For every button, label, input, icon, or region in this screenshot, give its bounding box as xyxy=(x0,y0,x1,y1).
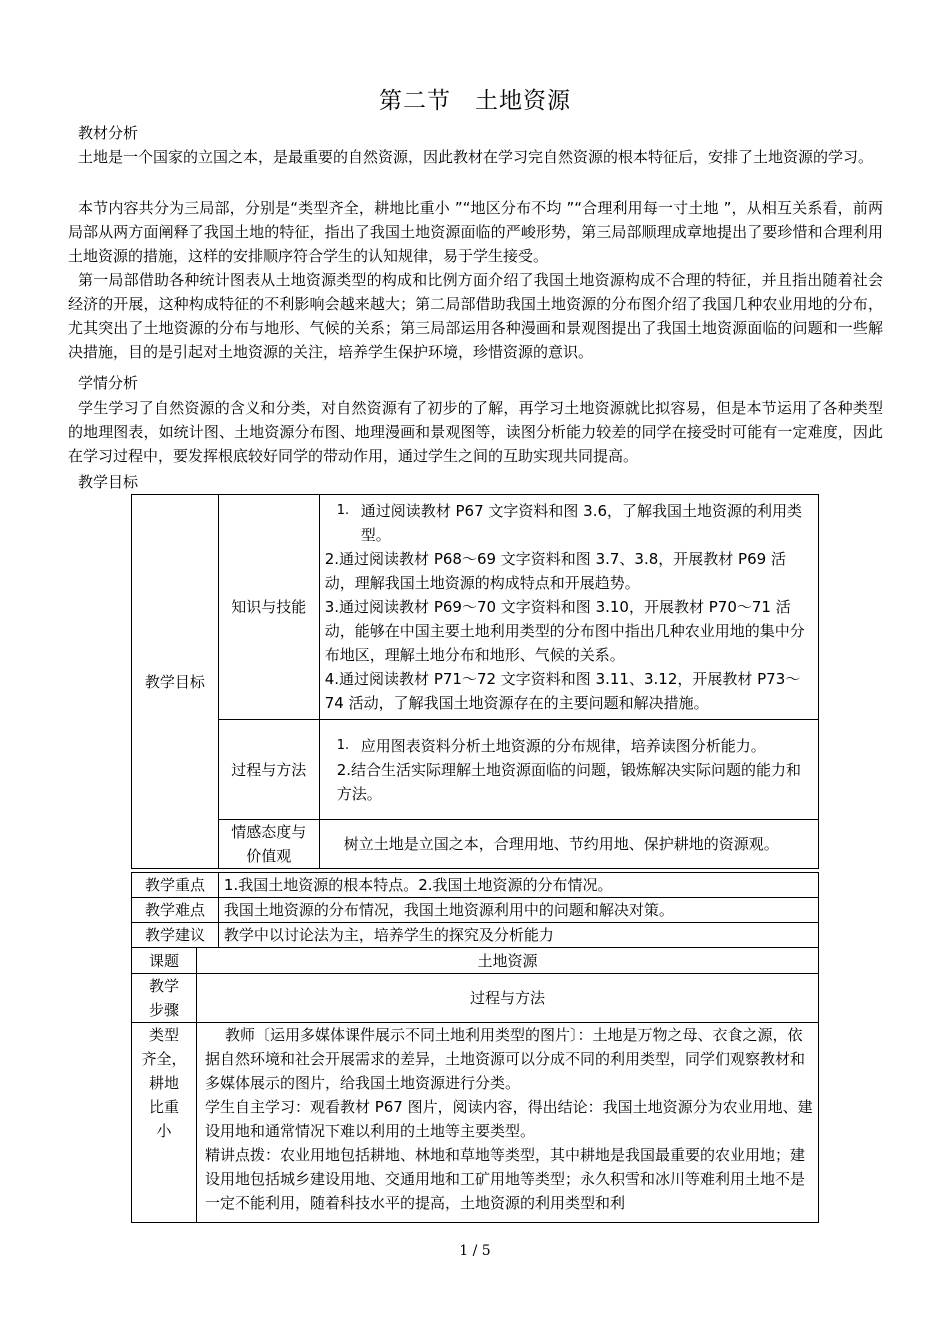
learner-paragraph: 学生学习了自然资源的含义和分类，对自然资源有了初步的了解，再学习土地资源就比拟容易，但是本节运用了各种类型的地理图表，如统计图、土地资源分布图、地理漫画和景观图等，读图分析能力较差的同学在接受时可能有一定难度，因此在学习过程中，要发挥根底较好同学的带动作用，通过学生之间的互助实现共同提高。 xyxy=(68,399,883,465)
page-title: 第二节 土地资源 xyxy=(379,88,571,114)
step-label xyxy=(132,1023,197,1223)
teacher-text: 教师〔运用多媒体课件展示不同土地利用类型的图片〕：土地是万物之母、衣食之源，依据自然环境和社会开展需求的差异，土地资源可以分成不同的利用类型，同学们观察教材和多媒体展示的图片，给我国土地资源进行分类。 xyxy=(204,1026,805,1092)
steps-label xyxy=(132,974,197,1023)
attitude-label-line-2: 价值观 xyxy=(246,847,292,865)
knowledge-item-3: 3.通过阅读教材 P69～70 文字资料和图 3.10，开展教材 P70～71 活动，能够在中国主要土地利用类型的分布图中指出几种农业用地的集中分布地区，理解土地分布和地形、气候的关系。 xyxy=(324,598,805,664)
attitude-text: 树立土地是立国之本，合理用地、节约用地、保护耕地的资源观。 xyxy=(319,820,818,869)
difficulty-text: 我国土地资源的分布情况，我国土地资源利用中的问题和解决对策。 xyxy=(218,898,818,923)
process-table xyxy=(131,947,819,1223)
explain-text: 精讲点拨：农业用地包括耕地、林地和草地等类型，其中耕地是我国最重要的农业用地；建设用地包括城乡建设用地、交通用地和工矿用地等类型；永久积雪和冰川等难利用土地不是一定不能利用，随着科技水平的提高，土地资源的利用类型和利 xyxy=(204,1146,805,1212)
attitude-label xyxy=(218,820,319,869)
analysis-paragraph-3: 第一局部借助各种统计图表从土地资源类型的构成和比例方面介绍了我国土地资源构成不合理的特征，并且指出随着社会经济的开展，这种构成特征的不利影响会越来越大；第二局部借助我国土地资源的分布图介绍了我国几种农业用地的分布，尤其突出了土地资源的分布与地形、气候的关系；第三局部运用各种漫画和景观图提出了我国土地资源面临的问题和一些解决措施，目的是引起对土地资源的关注，培养学生保护环境，珍惜资源的意识。 xyxy=(68,271,883,361)
topic-label: 课题 xyxy=(132,948,197,974)
knowledge-content xyxy=(319,495,818,720)
analysis-heading: 教材分析 xyxy=(78,124,139,142)
topic-value: 土地资源 xyxy=(196,948,818,974)
learner-heading: 学情分析 xyxy=(78,374,139,392)
key-label: 教学重点 xyxy=(132,873,219,898)
step-label-line-1: 类型 xyxy=(148,1026,179,1044)
goals-heading: 教学目标 xyxy=(78,473,139,491)
knowledge-label: 知识与技能 xyxy=(218,495,319,720)
key-text: 1.我国土地资源的根本特点。2.我国土地资源的分布情况。 xyxy=(218,873,818,898)
step-label-line-2: 齐全， xyxy=(141,1050,187,1068)
difficulty-label: 教学难点 xyxy=(132,898,219,923)
knowledge-item-1-number: 1. xyxy=(336,503,350,518)
suggestion-text: 教学中以讨论法为主，培养学生的探究及分析能力 xyxy=(218,923,818,948)
process-content xyxy=(319,720,818,820)
step-label-line-5: 小 xyxy=(156,1122,172,1140)
knowledge-item-4: 4.通过阅读教材 P71～72 文字资料和图 3.11、3.12，开展教材 P73～74 活动，了解我国土地资源存在的主要问题和解决措施。 xyxy=(324,670,801,712)
step-label-line-4: 比重 xyxy=(148,1098,179,1116)
steps-label-line-2: 步骤 xyxy=(148,1001,179,1019)
process-item-1-text: 应用图表资料分析土地资源的分布规律，培养读图分析能力。 xyxy=(360,736,766,755)
key-points-table xyxy=(131,872,819,948)
suggestion-label: 教学建议 xyxy=(132,923,219,948)
process-item-1-number: 1. xyxy=(336,737,350,753)
knowledge-item-1 xyxy=(325,499,813,547)
process-item-2: 2.结合生活实际理解土地资源面临的问题，锻炼解决实际问题的能力和方法。 xyxy=(336,760,802,803)
knowledge-item-2: 2.通过阅读教材 P68～69 文字资料和图 3.7、3.8，开展教材 P69 活动，理解我国土地资源的构成特点和开展趋势。 xyxy=(324,550,786,592)
steps-value: 过程与方法 xyxy=(196,974,818,1023)
process-label: 过程与方法 xyxy=(218,720,319,820)
goals-main-label: 教学目标 xyxy=(132,495,219,869)
student-text: 学生自主学习：观看教材 P67 图片，阅读内容，得出结论：我国土地资源分为农业用地、建设用地和通常情况下难以利用的土地等主要类型。 xyxy=(204,1098,813,1140)
steps-label-line-1: 教学 xyxy=(148,977,179,995)
process-item-1 xyxy=(325,734,813,758)
attitude-label-line-1: 情感态度与 xyxy=(231,823,307,841)
analysis-paragraph-2: 本节内容共分为三局部，分别是“类型齐全，耕地比重小 ”“地区分布不均 ”“合理利用每一寸土地 ”，从相互关系看，前两局部从两方面阐释了我国土地的特征，指出了我国土地资源面临的严峻形势，第三局部顺理成章地提出了要珍惜和合理利用土地资源的措施，这样的安排顺序符合学生的认知规律，易于学生接受。 xyxy=(68,199,883,265)
analysis-paragraph-1: 土地是一个国家的立国之本，是最重要的自然资源，因此教材在学习完自然资源的根本特征后，安排了土地资源的学习。 xyxy=(78,148,874,166)
page-number: 1 / 5 xyxy=(459,1243,491,1259)
step-label-line-3: 耕地 xyxy=(148,1074,179,1092)
step-content xyxy=(196,1023,818,1223)
goals-table xyxy=(131,494,819,869)
knowledge-item-1-text: 通过阅读教材 P67 文字资料和图 3.6，了解我国土地资源的利用类型。 xyxy=(360,502,803,544)
